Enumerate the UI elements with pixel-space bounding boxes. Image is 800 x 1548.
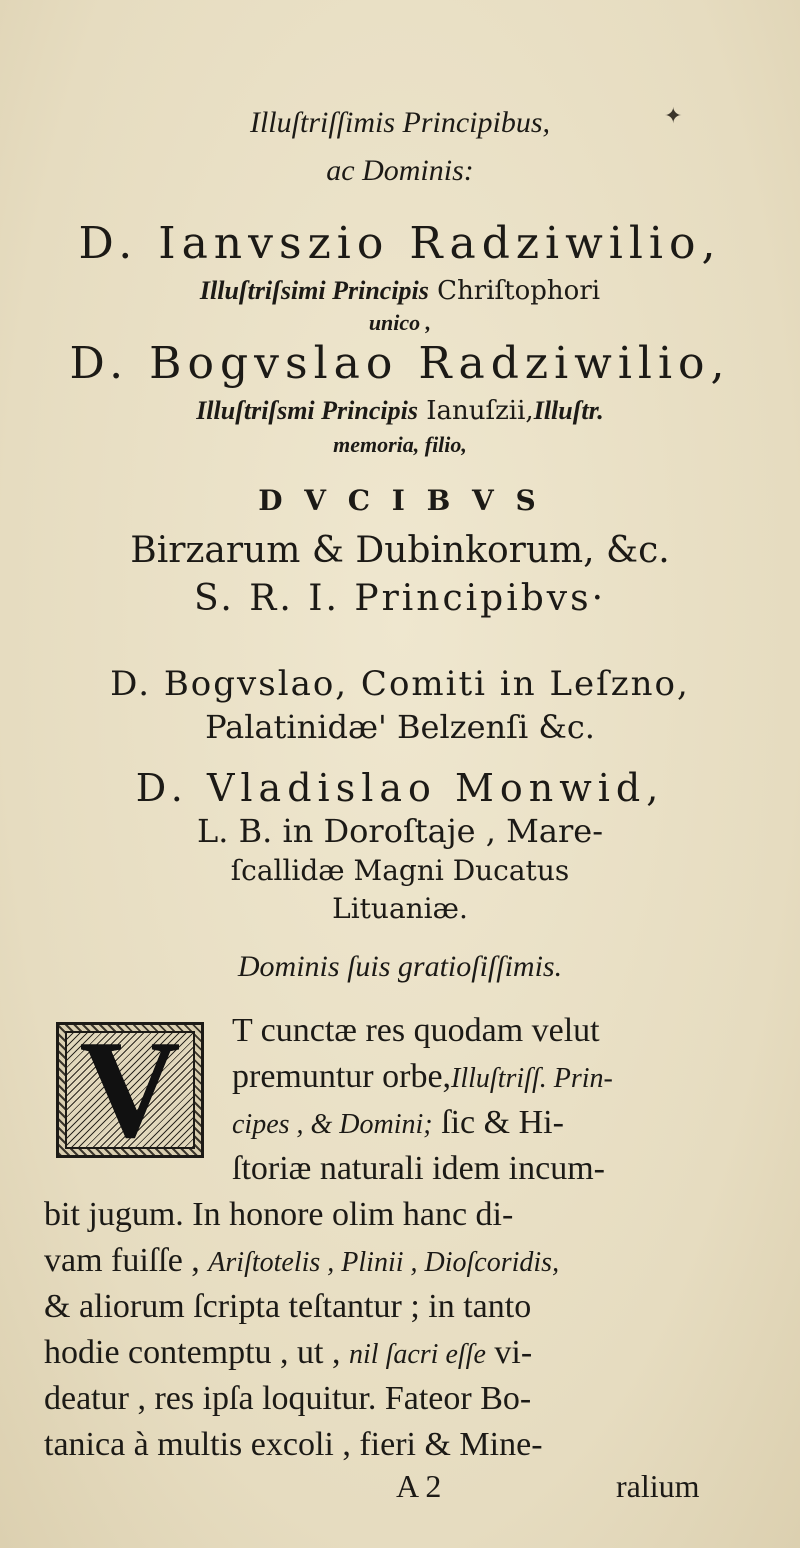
body-line-2-roman: premuntur orbe, — [232, 1058, 452, 1095]
signature-mark: A 2 — [396, 1468, 442, 1504]
decorated-initial — [56, 1012, 204, 1167]
body-line-5: bit jugum. In honore olim hanc di- — [44, 1196, 514, 1233]
body-line-6-italic: Ariſtotelis , Plinii , Dioſcoridis, — [208, 1247, 560, 1278]
body-line-8 — [44, 1334, 764, 1372]
dedicatee-2-line-2-italic-a: Illuſtriſsmi Principis — [196, 396, 418, 425]
header-line-2: ac Dominis: — [326, 154, 474, 187]
body-line-6 — [44, 1242, 764, 1280]
catchword: ralium — [616, 1468, 700, 1504]
body-line-4: ſtoriæ naturali idem incum- — [232, 1150, 605, 1187]
dedicatee-1-line-3: unico , — [368, 310, 432, 335]
dedicatee-4-line-4: Lituaniæ. — [332, 892, 468, 925]
body-line-7: & aliorum ſcripta teſtantur ; in tanto — [44, 1288, 532, 1325]
dedicatee-1-line-2 — [0, 276, 800, 306]
body-line-2 — [232, 1058, 764, 1096]
body-line-3-italic: cipes , & Domini; — [232, 1109, 433, 1140]
body-line-8-roman-a: hodie contemptu , ut , — [44, 1334, 350, 1371]
dedicatee-2-name: D. Bogvslao Radziwilio, — [69, 338, 731, 389]
body-line-9: deatur , res ipſa loquitur. Fateor Bo- — [44, 1380, 532, 1417]
dedicatee-2-line-3: memoria, filio, — [333, 432, 467, 457]
dedicatee-1-line-2-italic: Illuſtriſsimi Principis — [199, 276, 429, 305]
decorated-initial-frame — [65, 1012, 195, 1167]
dedicatee-1-line-2-roman: Chriſtophori — [428, 276, 601, 306]
body-line-3-roman: ſic & Hi- — [432, 1104, 564, 1141]
body-line-10: tanica à multis excoli , fieri & Mine- — [44, 1426, 543, 1463]
dedicatee-2-line-2 — [0, 396, 800, 426]
ink-mark-icon: ✦ — [664, 104, 683, 129]
body-line-2-italic: Illuſtriſſ. Prin- — [451, 1063, 613, 1094]
body-line-8-roman-b: vi- — [485, 1334, 533, 1371]
header-line-1: Illuſtriſſimis Principibus, — [249, 106, 550, 139]
dedicatee-3-line-2: Palatinidæ' Belzenſi &c. — [205, 708, 595, 746]
ducibus-heading: D V C I B V S — [258, 484, 542, 517]
birzarum-line: Birzarum & Dubinkorum, &c. — [130, 530, 670, 571]
body-line-3 — [232, 1104, 764, 1142]
dedicatee-4-line-2: L. B. in Doroſtaje , Mare- — [197, 812, 603, 850]
dedicatee-4-line-3: ſcallidæ Magni Ducatus — [230, 854, 570, 887]
initial-letter: V — [79, 1012, 181, 1167]
dedicatee-2-line-2-italic-b: Illuſtr. — [533, 396, 604, 425]
dedicatee-1-name: D. Ianvszio Radziwilio, — [78, 218, 722, 269]
dedicatee-4-name: D. Vladislao Monwid, — [135, 766, 665, 810]
closing-line: Dominis ſuis gratioſiſſimis. — [237, 950, 563, 983]
body-line-1: T cunctæ res quodam velut — [232, 1012, 600, 1049]
dedicatee-2-line-2-roman: Ianuſzii, — [417, 396, 534, 426]
body-line-6-roman: vam fuiſſe , — [44, 1242, 209, 1279]
dedicatee-3-name: D. Bogvslao, Comiti in Leſzno, — [110, 664, 690, 704]
body-line-8-italic: nil ſacri eſſe — [349, 1339, 486, 1370]
sri-principibus-line: S. R. I. Principibvs· — [193, 578, 607, 619]
